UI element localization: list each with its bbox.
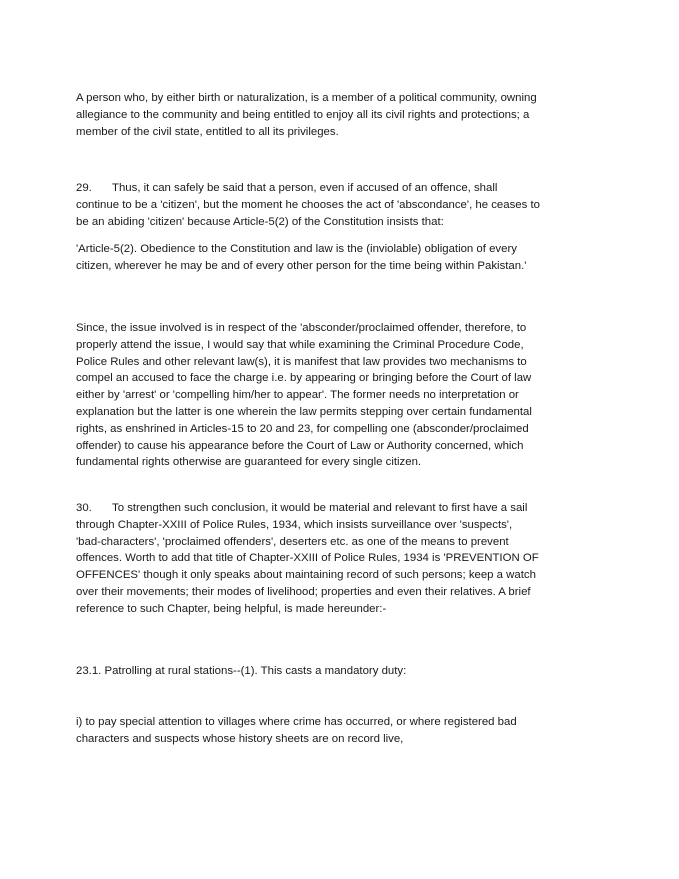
rule-23-1-heading: 23.1. Patrolling at rural stations--(1). This casts a mandatory duty: [76, 665, 407, 677]
paragraph-29-text: Thus, it can safely be said that a person, even if accused of an offence, shall continue to be a 'citizen', but the moment he chooses the act of 'abscondance', he ceases to be an abiding 'citizen' because Article-5(2) of the Constitution insists that: [76, 182, 540, 228]
definition-paragraph: A person who, by either birth or naturalization, is a member of a political community, owning allegiance to the community and being entitled to enjoy all its civil rights and protections; a member of the civil state, entitled to all its privileges. [76, 92, 537, 138]
paragraph-30 [76, 500, 576, 618]
paragraph-number: 29. [76, 182, 92, 194]
paragraph-30-text: To strengthen such conclusion, it would be material and relevant to first have a sail through Chapter-XXIII of Police Rules, 1934, which insists surveillance over 'suspects', 'bad-characters', 'proclaimed offenders', deserters etc. as one of the means to prevent offences. Worth to add that title of Chapter-XXIII of Police Rules, 1934 is 'PREVENTION OF OFFENCES' though it only speaks about maintaining record of such persons; keep a watch over their movements; their modes of livelihood; properties and even their relatives. A brief reference to such Chapter, being helpful, is made hereunder:- [76, 502, 539, 615]
clause-i: i) to pay special attention to villages where crime has occurred, or where registered bad characters and suspects whose history sheets are on record live, [76, 716, 517, 745]
paragraph-29 [76, 180, 576, 230]
paragraph-number: 30. [76, 502, 92, 514]
article-quote: 'Article-5(2). Obedience to the Constitution and law is the (inviolable) obligation of every citizen, wherever he may be and of every other person for the time being within Pakistan.' [76, 243, 527, 272]
absconder-paragraph: Since, the issue involved is in respect of the 'absconder/proclaimed offender, therefore, to properly attend the issue, I would say that while examining the Criminal Procedure Code, Police Rules and other relevant law(s), it is manifest that law provides two mechanisms to compel an accused to face the charge i.e. by appearing or bringing before the Court of law either by 'arrest' or 'compelling him/her to appear'. The former needs no interpretation or explanation but the latter is one wherein the law permits stepping over certain fundamental rights, as enshrined in Articles-15 to 20 and 23, for compelling one (absconder/proclaimed offender) to cause his appearance before the Court of Law or Authority concerned, which fundamental rights otherwise are guaranteed for every single citizen. [76, 322, 532, 469]
